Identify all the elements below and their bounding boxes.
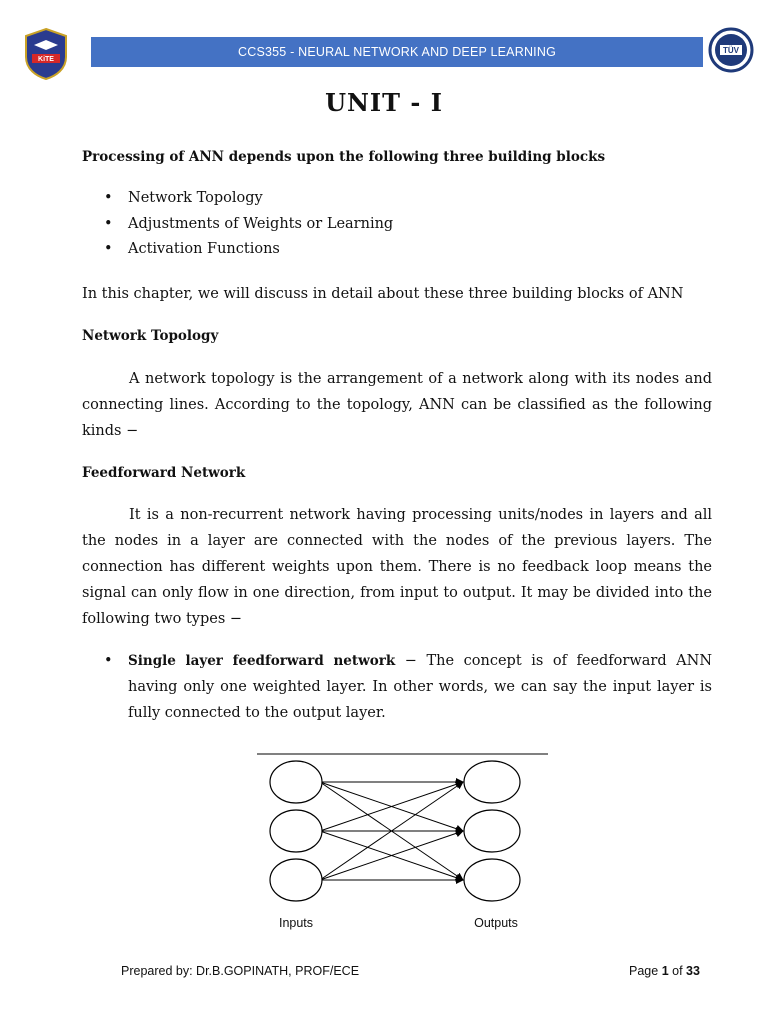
- inputs-label: Inputs: [278, 916, 314, 930]
- intro-heading: Processing of ANN depends upon the following three building blocks: [82, 149, 606, 165]
- single-layer-network-diagram: [250, 745, 555, 940]
- footer-page-number: Page 1 of 33: [629, 964, 700, 978]
- bullet-icon: •: [104, 241, 113, 257]
- bullet-icon: •: [104, 215, 113, 232]
- certification-logo: [708, 27, 754, 73]
- intro-paragraph: In this chapter, we will discuss in detail about these three building blocks of ANN: [82, 286, 684, 302]
- footer-prepared-by: Prepared by: Dr.B.GOPINATH, PROF/ECE: [121, 964, 360, 978]
- college-logo-text: KiTE: [38, 56, 54, 63]
- bullet-icon: •: [104, 653, 113, 669]
- output-node: [464, 859, 520, 901]
- input-node: [270, 810, 322, 852]
- list-item: • Activation Functions: [82, 237, 393, 263]
- connections: [320, 782, 463, 880]
- list-item: • Single layer feedforward network − The concept is of feedforward ANN having only one weighted layer. In other words, we can say the input layer is fully connected to the output layer.: [82, 648, 712, 726]
- header-bar: [91, 37, 703, 67]
- input-node: [270, 859, 322, 901]
- feedforward-heading: Feedforward Network: [82, 465, 246, 481]
- single-layer-list: [82, 648, 712, 726]
- single-layer-term: Single layer feedforward network: [128, 653, 396, 669]
- outputs-label: Outputs: [474, 916, 518, 930]
- building-blocks-list: [82, 186, 393, 263]
- page-title: UNIT - I: [325, 88, 443, 117]
- input-node: [270, 761, 322, 803]
- output-nodes: [464, 761, 520, 901]
- topology-heading: Network Topology: [82, 328, 219, 344]
- college-logo: [22, 27, 70, 81]
- list-item: • Network Topology: [82, 186, 393, 212]
- bullet-icon: •: [104, 190, 113, 206]
- topology-paragraph: A network topology is the arrangement of a network along with its nodes and connecting lines. According to the topology, ANN can be classified as the following kinds −: [82, 371, 712, 439]
- list-item: • Adjustments of Weights or Learning: [82, 212, 393, 238]
- feedforward-paragraph: It is a non-recurrent network having processing units/nodes in layers and all the nodes in a layer are connected with the nodes of the previous layers. The connection has different weights upon them. There is no feedback loop means the signal can only flow in one direction, from input to output. It may be divided into the following two types −: [82, 507, 712, 627]
- course-title: CCS355 - NEURAL NETWORK AND DEEP LEARNING: [238, 45, 556, 59]
- certification-logo-text: TÜV: [723, 46, 739, 55]
- input-nodes: [270, 761, 322, 901]
- output-node: [464, 810, 520, 852]
- output-node: [464, 761, 520, 803]
